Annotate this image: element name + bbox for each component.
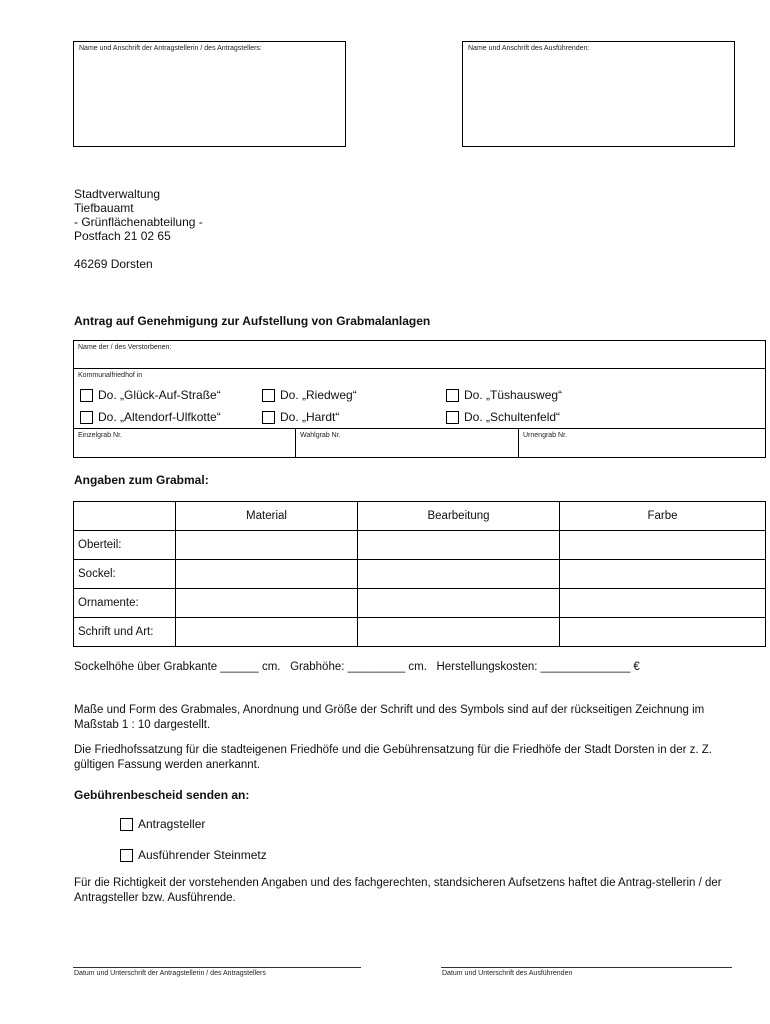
checkbox[interactable] xyxy=(446,411,459,424)
cemetery-option-label: Do. „Altendorf-Ulfkotte“ xyxy=(98,410,221,424)
cemetery-option-label: Do. „Riedweg“ xyxy=(280,388,357,402)
contractor-address-box[interactable] xyxy=(462,41,735,147)
choice-grave-field[interactable] xyxy=(295,429,519,457)
choice-grave-label: Wahlgrab Nr. xyxy=(300,432,341,439)
measurements-line[interactable]: Sockelhöhe über Grabkante ______ cm. Grabhöhe: _________ cm. Herstellungskosten: ______________ € xyxy=(74,661,640,673)
contractor-signature-line[interactable] xyxy=(441,967,732,968)
grave-number-row xyxy=(73,428,766,458)
form-title: Antrag auf Genehmigung zur Aufstellung von Grabmalanlagen xyxy=(74,314,431,328)
row-label: Schrift und Art: xyxy=(74,618,176,647)
table-cell[interactable] xyxy=(560,560,766,589)
contractor-signature-label: Datum und Unterschrift des Ausführenden xyxy=(442,970,573,977)
checkbox[interactable] xyxy=(80,411,93,424)
table-cell[interactable] xyxy=(176,531,358,560)
grabmal-heading: Angaben zum Grabmal: xyxy=(74,473,209,487)
checkbox[interactable] xyxy=(446,389,459,402)
column-header: Farbe xyxy=(560,502,766,531)
single-grave-field[interactable] xyxy=(74,429,295,457)
applicant-address-label: Name und Anschrift der Antragstellerin / des Antragstellers: xyxy=(79,45,262,52)
table-row xyxy=(74,531,766,560)
fee-heading: Gebührenbescheid senden an: xyxy=(74,788,250,802)
recipient-line-4: Postfach 21 02 65 xyxy=(74,229,171,243)
fee-option-label: Ausführender Steinmetz xyxy=(138,848,267,862)
single-grave-label: Einzelgrab Nr. xyxy=(78,432,122,439)
table-header-row xyxy=(74,502,766,531)
checkbox[interactable] xyxy=(120,818,133,831)
drawing-note-paragraph: Maße und Form des Grabmales, Anordnung und Größe der Schrift und des Symbols sind auf der rückseitigen Zeichnung im Maßstab 1 : 10 dargestellt. xyxy=(74,704,705,731)
cemetery-label: Kommunalfriedhof in xyxy=(78,372,143,379)
table-cell[interactable] xyxy=(560,589,766,618)
checkbox[interactable] xyxy=(262,411,275,424)
checkbox[interactable] xyxy=(80,389,93,402)
cemetery-option-tueshausweg[interactable] xyxy=(446,388,562,402)
column-header xyxy=(74,502,176,531)
table-cell[interactable] xyxy=(358,589,560,618)
liability-paragraph: Für die Richtigkeit der vorstehenden Angaben und des fachgerechten, standsicheren Aufsetzens haftet die Antrag-stellerin / der Antragsteller bzw. Ausführende. xyxy=(74,877,722,904)
cemetery-option-altendorf[interactable] xyxy=(80,410,221,424)
row-label: Ornamente: xyxy=(74,589,176,618)
recipient-line-3: - Grünflächenabteilung - xyxy=(74,215,203,229)
recipient-city: 46269 Dorsten xyxy=(74,257,153,271)
table-cell[interactable] xyxy=(560,618,766,647)
checkbox[interactable] xyxy=(120,849,133,862)
urn-grave-label: Urnengrab Nr. xyxy=(523,432,567,439)
table-row xyxy=(74,560,766,589)
table-cell[interactable] xyxy=(176,618,358,647)
statute-paragraph: Die Friedhofssatzung für die stadteigenen Friedhöfe und die Gebührensatzung für die Friedhöfe der Stadt Dorsten in der z. Z. gültigen Fassung werden anerkannt. xyxy=(74,744,712,771)
row-label: Sockel: xyxy=(74,560,176,589)
fee-option-label: Antragsteller xyxy=(138,817,206,831)
table-cell[interactable] xyxy=(560,531,766,560)
checkbox[interactable] xyxy=(262,389,275,402)
recipient-address xyxy=(74,187,203,271)
row-label: Oberteil: xyxy=(74,531,176,560)
fee-option-stonemason[interactable] xyxy=(120,848,267,862)
cemetery-option-label: Do. „Schultenfeld“ xyxy=(464,410,561,424)
column-header: Material xyxy=(176,502,358,531)
column-header: Bearbeitung xyxy=(358,502,560,531)
cemetery-option-hardt[interactable] xyxy=(262,410,339,424)
fee-option-applicant[interactable] xyxy=(120,817,205,831)
cemetery-option-riedweg[interactable] xyxy=(262,388,357,402)
deceased-field[interactable] xyxy=(73,340,766,369)
cemetery-option-label: Do. „Tüshausweg“ xyxy=(464,388,563,402)
recipient-line-2: Tiefbauamt xyxy=(74,201,134,215)
cemetery-option-schultenfeld[interactable] xyxy=(446,410,560,424)
cemetery-option-glueck-auf[interactable] xyxy=(80,388,221,402)
table-cell[interactable] xyxy=(358,618,560,647)
applicant-signature-label: Datum und Unterschrift der Antragstellerin / des Antragstellers xyxy=(74,970,266,977)
deceased-label: Name der / des Verstorbenen: xyxy=(78,344,172,351)
urn-grave-field[interactable] xyxy=(518,429,766,457)
table-cell[interactable] xyxy=(176,560,358,589)
cemetery-option-label: Do. „Hardt“ xyxy=(280,410,340,424)
table-row xyxy=(74,618,766,647)
table-cell[interactable] xyxy=(358,560,560,589)
applicant-address-box[interactable] xyxy=(73,41,346,147)
cemetery-option-label: Do. „Glück-Auf-Straße“ xyxy=(98,388,221,402)
table-cell[interactable] xyxy=(358,531,560,560)
table-cell[interactable] xyxy=(176,589,358,618)
contractor-address-label: Name und Anschrift des Ausführenden: xyxy=(468,45,590,52)
grabmal-table xyxy=(73,501,766,647)
applicant-signature-line[interactable] xyxy=(73,967,361,968)
table-row xyxy=(74,589,766,618)
recipient-line-1: Stadtverwaltung xyxy=(74,187,161,201)
